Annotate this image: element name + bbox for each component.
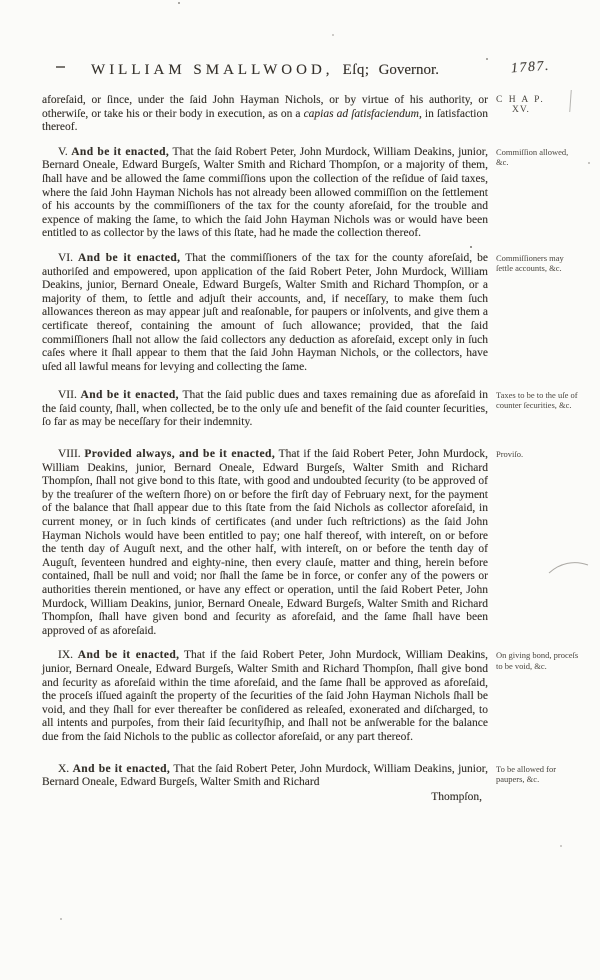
section-number: VIII.	[58, 448, 81, 461]
enacting-clause: And be it enacted,	[78, 251, 181, 264]
enacting-clause: And be it enacted,	[71, 145, 170, 158]
section-body: That if the ſaid Robert Peter, John Murdock, William Deakins, junior, Bernard Oneale, Edward Burgeſs, Walter Smith and Richard Thompſon, ſhall not give bond to this ſtate, with good and undoubted ſecurity (to be approved of by the treaſurer of the weſtern ſhore) on or before the firſt day of February next, for the payment of the balance that ſhall appear due to this ſtate from the ſaid Nichols as collector aforeſaid, in current money, or in ſuch kinds of certificates (and under ſuch reſtrictions) as the ſaid John Hayman Nichols would have been entitled to pay; one half thereof, with intereſt, on or before the tenth day of Auguſt next, and the other half, with intereſt, on or before the tenth day of Auguſt, ſeventeen hundred and eighty-nine, then every clauſe, matter and thing, herein before contained, ſhall be null and void; nor ſhall the ſame be in force, or confer any of the powers or authorities therein mentioned, or have any effect or operation, until the ſaid Robert Peter, John Murdock, William Deakins, junior, Bernard Oneale, Edward Burgeſs, Walter Smith and Richard Thompſon, ſhall have given bond and ſecurity as aforeſaid, and the ſame ſhall have been approved of as aforeſaid.	[42, 448, 488, 637]
section-body: That the commiſſioners of the tax for the county aforeſaid, be authoriſed and empowered, upon application of the ſaid Robert Peter, John Murdock, William Deakins, junior, Bernard Oneale, Edward Burgeſs, Walter Smith and Richard Thompſon, or a majority of them, to ſettle and adjuſt their accounts, and, if neceſſary, to make them ſuch allowances thereon as may appear juſt and reaſonable, for paupers or inſolvents, and give them a certificate thereof, containing the amount of ſuch allowance; provided, that the ſaid commiſſioners ſhall not allow the ſaid collectors any deduction as aforeſaid, except only in ſuch caſes where it ſhall appear to them that the ſaid John Hayman Nichols, or the collectors, have uſed all lawful means for levying and collecting the ſame.	[42, 251, 488, 373]
text-column	[42, 94, 579, 804]
section-number: IX.	[58, 649, 74, 662]
section-paragraph	[42, 649, 488, 744]
enacting-clause: And be it enacted,	[77, 649, 180, 662]
enacting-clause: And be it enacted,	[72, 762, 171, 775]
margin-note: On giving bond, proceſs to be void, &c.	[496, 650, 579, 671]
section-paragraph	[42, 389, 488, 430]
enacting-clause: Provided always, and be it enacted,	[84, 448, 276, 461]
section-vi	[42, 251, 564, 374]
section-body: That the ſaid public dues and taxes remaining due as aforeſaid in the ſaid county, ſhall, when collected, be to the only uſe and benefit of the ſaid counter ſecurities, ſo far as may be neceſſary for their indemnity.	[42, 389, 489, 429]
section-number: V.	[58, 145, 68, 158]
section-paragraph	[42, 252, 488, 374]
section-body: That the ſaid Robert Peter, John Murdock, William Deakins, junior, Bernard Oneale, Edward Burgeſs, Walter Smith and Richard Thompſon, or a majority of them, ſhall have and be allowed the ſame commiſſions upon the collection of the reſidue of ſaid taxes, where the ſaid John Hayman Nichols has not already been allowed commiſſion on the ſettlement of his accounts by the commiſſioners of the tax for the county aforeſaid, for the trouble and expence of making the ſame, to which the ſaid John Hayman Nichols was or would have been entitled to as collector by the laws of this ſtate, had he made the collection thereof.	[42, 145, 488, 240]
governor-name: WILLIAM SMALLWOOD,	[91, 62, 334, 78]
scan-specks	[0, 0, 2, 2]
section-paragraph	[42, 448, 488, 638]
catchword: Thompſon,	[431, 790, 482, 803]
margin-note: Commiſſion allowed, &c.	[496, 146, 569, 167]
intro-paragraph	[42, 94, 488, 135]
section-x	[42, 762, 557, 790]
section-ix	[42, 649, 579, 744]
margin-note: Proviſo.	[496, 449, 524, 460]
chapter-label: C H A P.	[496, 95, 545, 105]
chapter-note	[496, 95, 582, 115]
latin-phrase: capias ad ſatisfaciendum,	[303, 107, 422, 120]
year-annotation: 1787.	[510, 58, 551, 77]
section-number: VII.	[58, 389, 77, 402]
margin-note: Taxes to be to the uſe of counter ſecurities, &c.	[496, 390, 578, 411]
section-viii	[42, 448, 524, 638]
section-body: That if the ſaid Robert Peter, John Murdock, William Deakins, junior, Bernard Oneale, Edward Burgeſs, Walter Smith and Richard Thompſon, ſhall give bond and ſecurity as aforeſaid within the time aforeſaid, and the ſame ſhall be approved as aforeſaid, the proceſs iſſued againſt the property of the ſecurities of the ſaid John Hayman Nichols ſhall be void, and they ſhall for ever thereafter be conſidered as releaſed, exonerated and diſcharged, to all intents and purpoſes, from their ſaid ſecurityſhip, and ſhall not be anſwerable for the balance due from the ſaid Nichols to the public as collector aforeſaid, or any part thereof.	[42, 649, 488, 743]
governor-title: Eſq;	[342, 62, 370, 78]
section-number: X.	[58, 762, 70, 775]
intro-text-end: in ſatisfaction thereof.	[42, 107, 488, 134]
page-header	[28, 62, 502, 79]
ink-squiggle	[548, 558, 590, 578]
chapter-number: XV.	[512, 105, 530, 116]
margin-note: Commiſſioners may ſettle accounts, &c.	[496, 252, 564, 274]
margin-note: To be allowed for paupers, &c.	[496, 763, 557, 784]
section-number: VI.	[58, 251, 74, 264]
enacting-clause: And be it enacted,	[80, 389, 179, 402]
intro-text: aforeſaid, or ſince, under the ſaid John Hayman Nichols, or by virtue of his authority, or otherwiſe, or take his or their body in execution, as on a	[42, 94, 488, 120]
section-vii	[42, 389, 578, 430]
intro-row	[42, 94, 545, 135]
governor-office: Governor.	[378, 62, 439, 78]
section-paragraph	[42, 763, 488, 790]
section-body: That the ſaid Robert Peter, John Murdock, William Deakins, junior, Bernard Oneale, Edward Burgeſs, Walter Smith and Richard	[42, 762, 488, 789]
section-paragraph	[42, 146, 488, 241]
section-v	[42, 145, 569, 241]
